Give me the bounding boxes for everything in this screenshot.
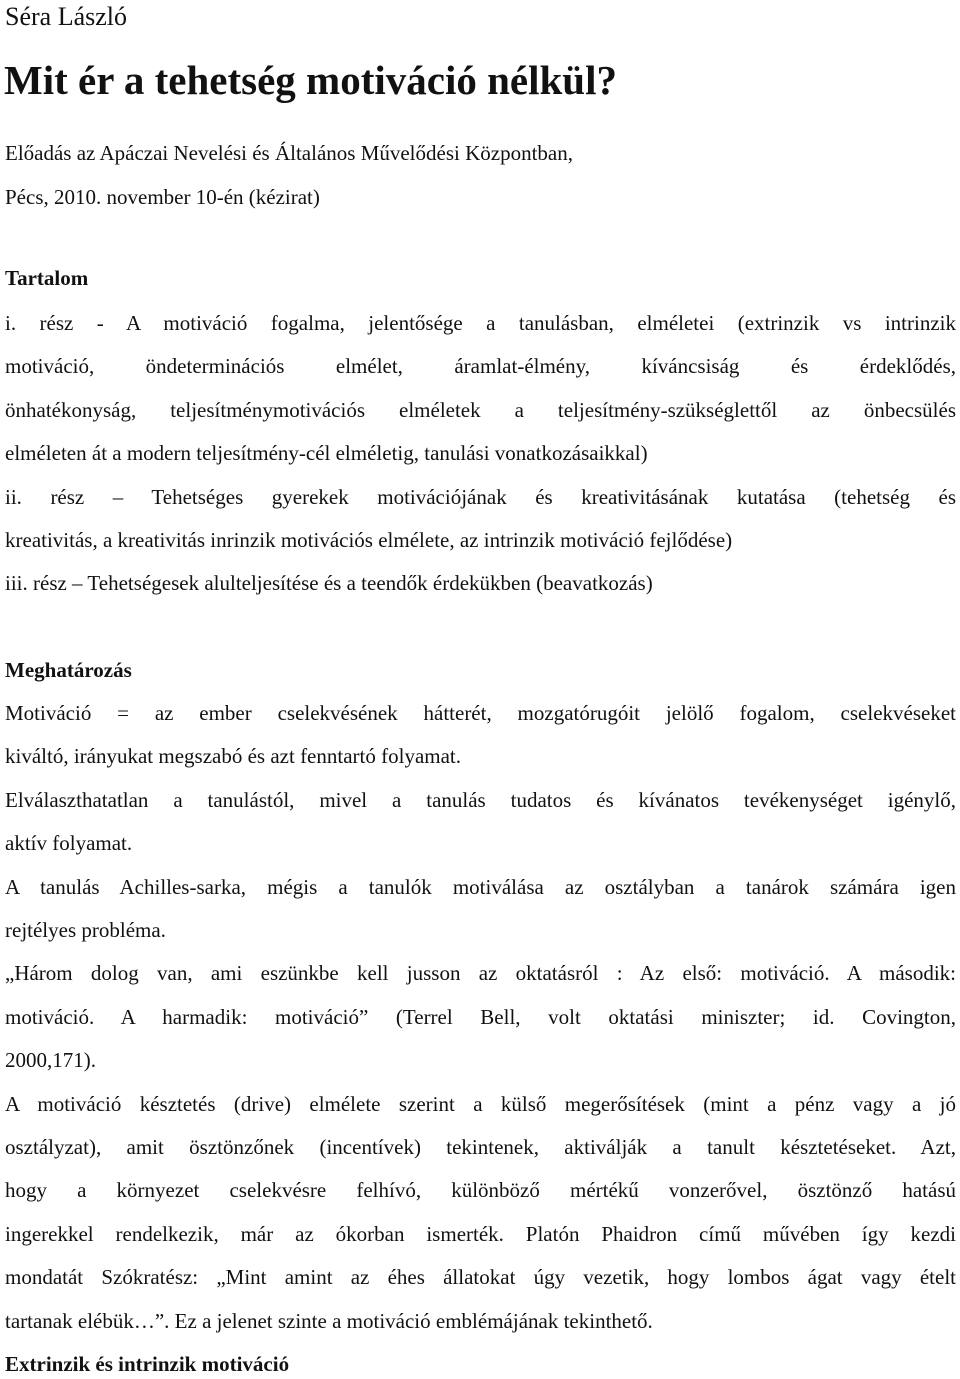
section-heading: Extrinzik és intrinzik motiváció <box>5 1352 290 1376</box>
toc-line: motiváció, öndeterminációs elmélet, áramlat-élmény, kíváncsiság és érdeklődés, <box>5 354 956 379</box>
subtitle-line: Pécs, 2010. november 10-én (kézirat) <box>5 185 320 209</box>
body-line: tartanak elébük…”. Ez a jelenet szinte a motiváció emblémájának tekinthető. <box>5 1308 653 1333</box>
author-name: Séra László <box>5 2 128 31</box>
document-title: Mit ér a tehetség motiváció nélkül? <box>4 57 617 103</box>
document-subtitle <box>5 131 573 219</box>
body-line: ingerekkel rendelkezik, már az ókorban ismerték. Platón Phaidron című művében így kezdi <box>5 1221 956 1246</box>
subtitle-line: Előadás az Apáczai Nevelési és Általános Művelődési Központban, <box>5 141 573 165</box>
body-line: A tanulás Achilles-sarka, mégis a tanulók motiválása az osztályban a tanárok számára igen <box>5 874 956 899</box>
toc-line: iii. rész – Tehetségesek alulteljesítése és a teendők érdekükben (beavatkozás) <box>5 571 653 596</box>
body-line: mondatát Szókratész: „Mint amint az éhes állatokat úgy vezetik, hogy lombos ágat vagy ételt <box>5 1265 956 1290</box>
body-line: rejtélyes probléma. <box>5 918 166 943</box>
body-line: kiváltó, irányukat megszabó és azt fenntartó folyamat. <box>5 744 462 769</box>
body-line: A motiváció késztetés (drive) elmélete szerint a külső megerősítések (mint a pénz vagy a jó <box>5 1091 956 1116</box>
toc-heading: Tartalom <box>5 266 89 290</box>
toc-line: elméleten át a modern teljesítmény-cél elméletig, tanulási vonatkozásaikkal) <box>5 441 648 466</box>
body-line: osztályzat), amit ösztönzőnek (incentívek) tekintenek, aktiválják a tanult késztetéseket. Azt, <box>5 1135 956 1160</box>
body-line: hogy a környezet cselekvésre felhívó, különböző mértékű vonzerővel, ösztönző hatású <box>5 1178 956 1203</box>
definition-heading: Meghatározás <box>5 658 132 682</box>
body-line: motiváció. A harmadik: motiváció” (Terrel Bell, volt oktatási miniszter; id. Covington, <box>5 1004 956 1029</box>
toc-list <box>5 302 956 606</box>
body-line: 2000,171). <box>5 1048 96 1073</box>
body-line: „Három dolog van, ami eszünkbe kell jusson az oktatásról : Az első: motiváció. A második: <box>5 961 956 986</box>
toc-line: önhatékonyság, teljesítménymotivációs elméletek a teljesítmény-szükséglettől az önbecsülés <box>5 397 956 422</box>
body-line: Elválaszthatatlan a tanulástól, mivel a tanulás tudatos és kívánatos tevékenységet igénylő, <box>5 787 956 812</box>
definition-body <box>5 692 956 1343</box>
toc-line: ii. rész – Tehetséges gyerekek motivációjának és kreativitásának kutatása (tehetség és <box>5 484 956 509</box>
body-line: Motiváció = az ember cselekvésének hátterét, mozgatórugóit jelölő fogalom, cselekvéseket <box>5 701 956 725</box>
body-line: aktív folyamat. <box>5 831 133 856</box>
toc-line: kreativitás, a kreativitás inrinzik motivációs elmélete, az intrinzik motiváció fejlődése) <box>5 528 733 553</box>
toc-line: i. rész - A motiváció fogalma, jelentősége a tanulásban, elméletei (extrinzik vs intrinzik <box>5 311 956 335</box>
